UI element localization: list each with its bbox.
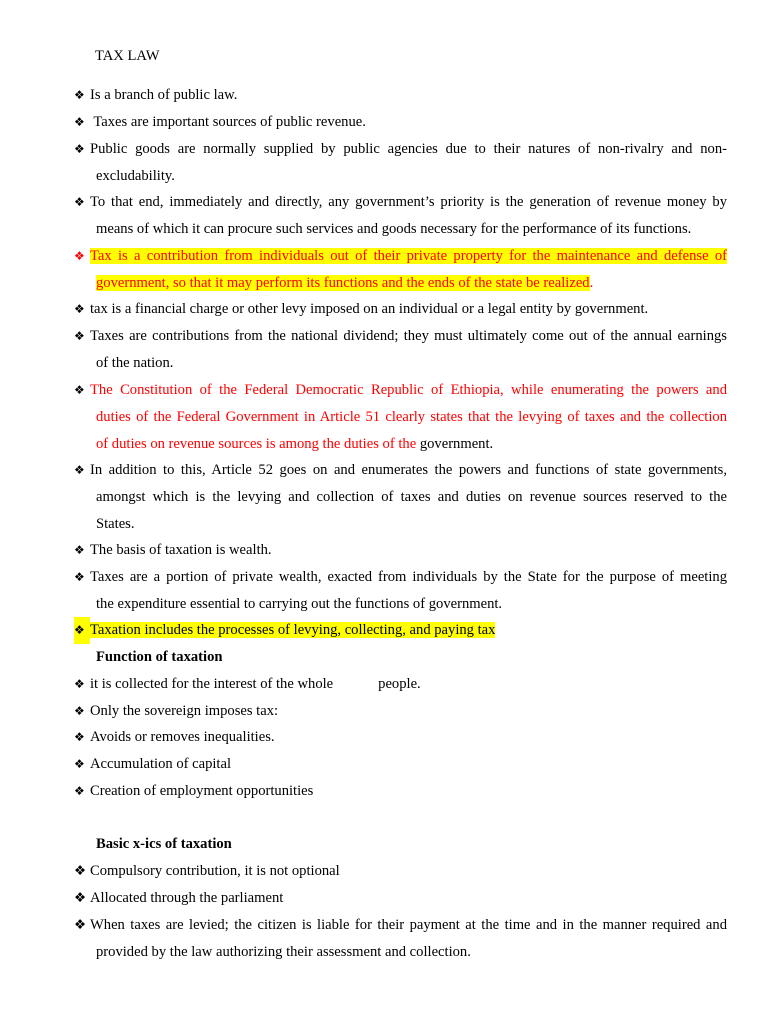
highlighted-text: government, so that it may perform its functions and the ends of the state be realized bbox=[96, 274, 590, 291]
list-item-line: Taxes are a portion of private wealth, exacted from individuals by the State for the purpose of meeting bbox=[90, 569, 727, 585]
list-item-text: Avoids or removes inequalities. bbox=[90, 729, 275, 745]
list-item-highlighted bbox=[74, 243, 727, 297]
list-item-line: provided by the law authorizing their assessment and collection. bbox=[96, 943, 471, 960]
list-item-text bbox=[90, 136, 727, 190]
list-item-line: excludability. bbox=[96, 167, 175, 184]
diamond-bullet-icon: ❖ bbox=[74, 249, 85, 263]
list-item-text: Taxes are important sources of public revenue. bbox=[90, 114, 366, 130]
diamond-bullet-icon: ❖ bbox=[74, 383, 85, 397]
list-item-line: When taxes are levied; the citizen is liable for their payment at the time and in the manner required and bbox=[90, 917, 727, 933]
list-item bbox=[74, 296, 727, 323]
diamond-bullet-icon: ❖ bbox=[74, 890, 87, 906]
diamond-bullet-icon: ❖ bbox=[74, 757, 85, 771]
list-item-highlighted bbox=[74, 617, 727, 644]
diamond-bullet-icon: ❖ bbox=[74, 917, 87, 933]
highlighted-text: Taxation includes the processes of levying, collecting, and paying tax bbox=[90, 622, 496, 638]
list-item-line: States. bbox=[96, 515, 135, 532]
list-item bbox=[74, 885, 727, 912]
list-item-text: Allocated through the parliament bbox=[90, 890, 284, 906]
diamond-bullet-icon: ❖ bbox=[74, 704, 85, 718]
list-item-line: means of which it can procure such services and goods necessary for the performance of its functions. bbox=[96, 220, 692, 237]
diamond-bullet-icon: ❖ bbox=[74, 784, 85, 798]
black-text: government. bbox=[416, 435, 494, 452]
diamond-bullet-icon: ❖ bbox=[74, 115, 85, 129]
diamond-bullet-icon: ❖ bbox=[74, 463, 85, 477]
diamond-bullet-icon: ❖ bbox=[74, 570, 85, 584]
list-item bbox=[74, 724, 727, 751]
diamond-bullet-icon: ❖ bbox=[74, 730, 85, 744]
section-heading-function: Function of taxation bbox=[96, 649, 223, 665]
list-item-text bbox=[90, 912, 727, 966]
list-item-text: Accumulation of capital bbox=[90, 756, 232, 772]
list-item-line: In addition to this, Article 52 goes on and enumerates the powers and functions of state governments, bbox=[90, 462, 727, 478]
list-item-text bbox=[90, 189, 727, 243]
list-item-line: To that end, immediately and directly, any government’s priority is the generation of revenue money by bbox=[90, 194, 727, 210]
diamond-bullet-icon: ❖ bbox=[74, 302, 85, 316]
list-item bbox=[74, 858, 727, 885]
list-item bbox=[74, 457, 727, 537]
list-item-text bbox=[90, 323, 727, 377]
list-item-red bbox=[74, 377, 727, 457]
list-item bbox=[74, 912, 727, 966]
list-item-text bbox=[90, 457, 727, 537]
list-item bbox=[74, 189, 727, 243]
list-item-text: Creation of employment opportunities bbox=[90, 783, 314, 799]
list-item-line: the expenditure essential to carrying out the functions of government. bbox=[96, 595, 503, 612]
list-item bbox=[74, 564, 727, 618]
list-item bbox=[74, 751, 727, 778]
diamond-bullet-icon: ❖ bbox=[74, 543, 85, 557]
list-item-text: Only the sovereign imposes tax: bbox=[90, 703, 279, 719]
list-item-text bbox=[90, 671, 727, 698]
list-item-line: Public goods are normally supplied by public agencies due to their natures of non-rivalry and non- bbox=[90, 141, 727, 157]
list-item bbox=[74, 671, 727, 698]
list-item bbox=[74, 82, 727, 109]
list-item bbox=[74, 537, 727, 564]
diamond-bullet-icon: ❖ bbox=[74, 863, 87, 879]
list-item-line: duties of the Federal Government in Article 51 clearly states that the levying of taxes and the collection bbox=[96, 408, 727, 425]
red-text: of duties on revenue sources is among the duties of the bbox=[96, 435, 417, 452]
list-item-text: Is a branch of public law. bbox=[90, 87, 238, 103]
highlighted-text: Tax is a contribution from individuals out of their private property for the maintenance and defense of bbox=[90, 248, 727, 264]
list-item bbox=[74, 109, 727, 136]
section-heading-basic: Basic x-ics of taxation bbox=[96, 836, 232, 852]
list-item-text bbox=[90, 564, 727, 618]
list-item-line: of the nation. bbox=[96, 354, 174, 371]
list-item-text: tax is a financial charge or other levy imposed on an individual or a legal entity by government. bbox=[90, 301, 649, 317]
list-item-text: The basis of taxation is wealth. bbox=[90, 542, 272, 558]
list-item-line: Taxes are contributions from the national dividend; they must ultimately come out of the annual earnings bbox=[90, 328, 727, 344]
list-item bbox=[74, 778, 727, 805]
list-item bbox=[74, 323, 727, 377]
list-item-part: it is collected for the interest of the whole bbox=[90, 676, 334, 692]
diamond-bullet-icon: ❖ bbox=[74, 142, 85, 156]
list-item-text bbox=[90, 243, 727, 297]
trailing-period: . bbox=[589, 274, 594, 291]
diamond-bullet-icon: ❖ bbox=[74, 677, 85, 691]
page-title: TAX LAW bbox=[95, 48, 160, 64]
list-item-line: The Constitution of the Federal Democratic Republic of Ethiopia, while enumerating the powers and bbox=[90, 382, 727, 398]
list-item-part: people. bbox=[378, 676, 421, 692]
list-item-text: Compulsory contribution, it is not optional bbox=[90, 863, 340, 879]
diamond-bullet-icon: ❖ bbox=[74, 88, 85, 102]
diamond-bullet-icon: ❖ bbox=[74, 195, 85, 209]
list-item-text bbox=[90, 377, 727, 457]
diamond-bullet-icon: ❖ bbox=[74, 329, 85, 343]
list-item bbox=[74, 698, 727, 725]
list-item-line: amongst which is the levying and collection of taxes and duties on revenue sources reserved to the bbox=[96, 488, 727, 505]
list-item bbox=[74, 136, 727, 190]
diamond-bullet-icon: ❖ bbox=[74, 617, 90, 644]
